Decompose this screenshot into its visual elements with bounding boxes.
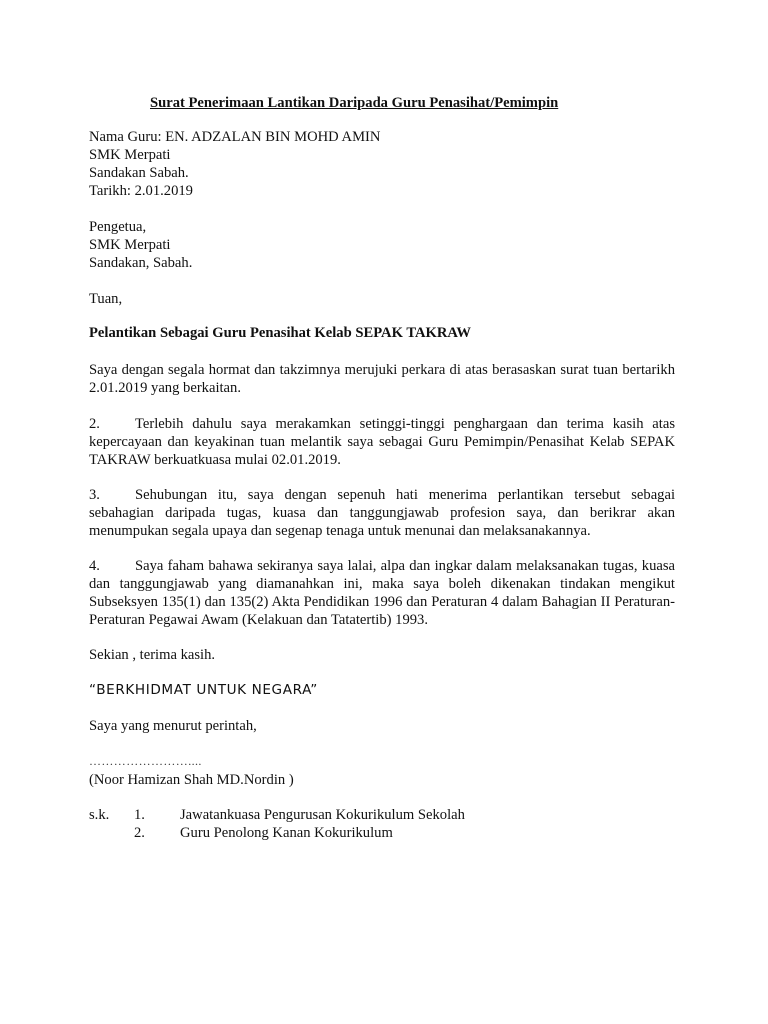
signatory-name: (Noor Hamizan Shah MD.Nordin ) — [89, 772, 294, 788]
paragraph-4-number: 4. — [89, 558, 100, 574]
closing: Sekian , terima kasih. — [89, 647, 216, 663]
paragraph-2-number: 2. — [89, 416, 100, 432]
cc-item-text: Guru Penolong Kanan Kokurikulum — [180, 825, 393, 841]
sender-block — [89, 128, 675, 200]
sign-off: Saya yang menurut perintah, — [89, 718, 257, 734]
recipient-school: SMK Merpati — [89, 237, 171, 253]
paragraph-4-text: Saya faham bahawa sekiranya saya lalai, alpa dan ingkar dalam melaksanakan tugas, kuasa dan tanggungjawab yang diamanahkan ini, maka saya boleh dikenakan tindakan mengikut Subseksyen 135(1) dan 135(2) Akta Pendidikan 1996 dan Peraturan 4 dalam Bahagian II Peraturan-Peraturan Pegawai Awam (Kelakuan dan Tatatertib) 1993. — [89, 558, 675, 628]
motto: “BERKHIDMAT UNTUK NEGARA” — [89, 682, 318, 698]
signature-line: …………………….... — [89, 754, 202, 768]
paragraph-3-text: Sehubungan itu, saya dengan sepenuh hati menerima perlantikan tersebut sebagai sebahagian daripada tugas, kuasa dan tanggungjawab profesion saya, dan berikrar akan menumpukan segala upaya dan segenap tenaga untuk menunai dan melaksanakannya. — [89, 487, 675, 539]
recipient-block — [89, 218, 675, 272]
paragraph-3-number: 3. — [89, 487, 100, 503]
sender-location: Sandakan Sabah. — [89, 165, 189, 181]
recipient-location: Sandakan, Sabah. — [89, 255, 193, 271]
paragraph-2 — [89, 415, 675, 469]
paragraph-2-text: Terlebih dahulu saya merakamkan setinggi-tinggi penghargaan dan terima kasih atas kepercayaan dan keyakinan tuan melantik saya sebagai Guru Pemimpin/Penasihat Kelab SEPAK TAKRAW berkuatkuasa mulai 02.01.2019. — [89, 416, 675, 468]
paragraph-1: Saya dengan segala hormat dan takzimnya merujuki perkara di atas berasaskan surat tuan bertarikh 2.01.2019 yang berkaitan. — [89, 362, 675, 396]
cc-item-text: Jawatankuasa Pengurusan Kokurikulum Sekolah — [180, 807, 465, 823]
recipient-title: Pengetua, — [89, 219, 147, 235]
sender-school: SMK Merpati — [89, 147, 171, 163]
paragraph-3 — [89, 486, 675, 540]
sender-teacher-name: Nama Guru: EN. ADZALAN BIN MOHD AMIN — [89, 129, 381, 145]
paragraph-4 — [89, 557, 675, 629]
sender-date: Tarikh: 2.01.2019 — [89, 183, 193, 199]
cc-item-number: 2. — [134, 825, 145, 841]
letter-title: Surat Penerimaan Lantikan Daripada Guru Penasihat/Pemimpin — [150, 95, 559, 111]
cc-item-number: 1. — [134, 807, 145, 823]
salutation: Tuan, — [89, 291, 123, 307]
cc-label: s.k. — [89, 807, 110, 823]
letter-subject: Pelantikan Sebagai Guru Penasihat Kelab SEPAK TAKRAW — [89, 325, 471, 341]
